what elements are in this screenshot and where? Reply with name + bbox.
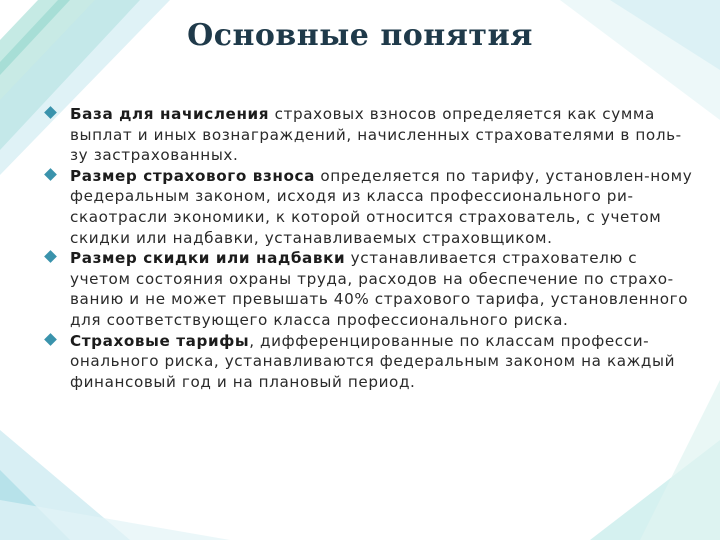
bullet-term: База для начисления [70,105,270,123]
bullet-item-tariffs [42,331,694,393]
bullet-text [70,249,688,329]
diamond-bullet-icon [44,106,57,119]
bullet-text [70,332,675,391]
bullet-term: Размер страхового взноса [70,166,315,185]
bullet-description: страховых взносов определяется как сумма выплат и иных вознаграждений, начисленных страхователями в поль-зу застрахованных. [70,105,682,165]
bullet-item-premium-size [42,166,694,248]
bullet-list [42,104,694,392]
bullet-term: Размер скидки или надбавки [70,249,346,268]
slide-title: Основные понятия [187,18,533,53]
bullet-item-discount [42,248,694,330]
diamond-bullet-icon [44,250,57,263]
bullet-text [70,105,682,164]
bullet-term: Страховые тарифы [70,331,250,350]
bullet-description: определяется по тарифу, установлен-ному федеральным законом, исходя из класса профессионального ри-скаотрасли экономики, к которой относится страхователь, с учетом скидки или надбавки, устанавливаемых страховщиком. [70,166,693,247]
bullet-description: , дифференцированные по классам професси-онального риска, устанавливаются федеральным законом на каждый финансовый год и на плановый период. [70,331,676,391]
bullet-text [70,167,692,247]
bullet-item-base [42,104,694,166]
bullet-description: устанавливается страхователю с учетом состояния охраны труда, расходов на обеспечение по страхо-ванию и не может превышать 40% страхового тарифа, установленного для соответствующего класса профессионального риска. [70,249,689,329]
diamond-bullet-icon [44,333,57,346]
diamond-bullet-icon [44,168,57,181]
